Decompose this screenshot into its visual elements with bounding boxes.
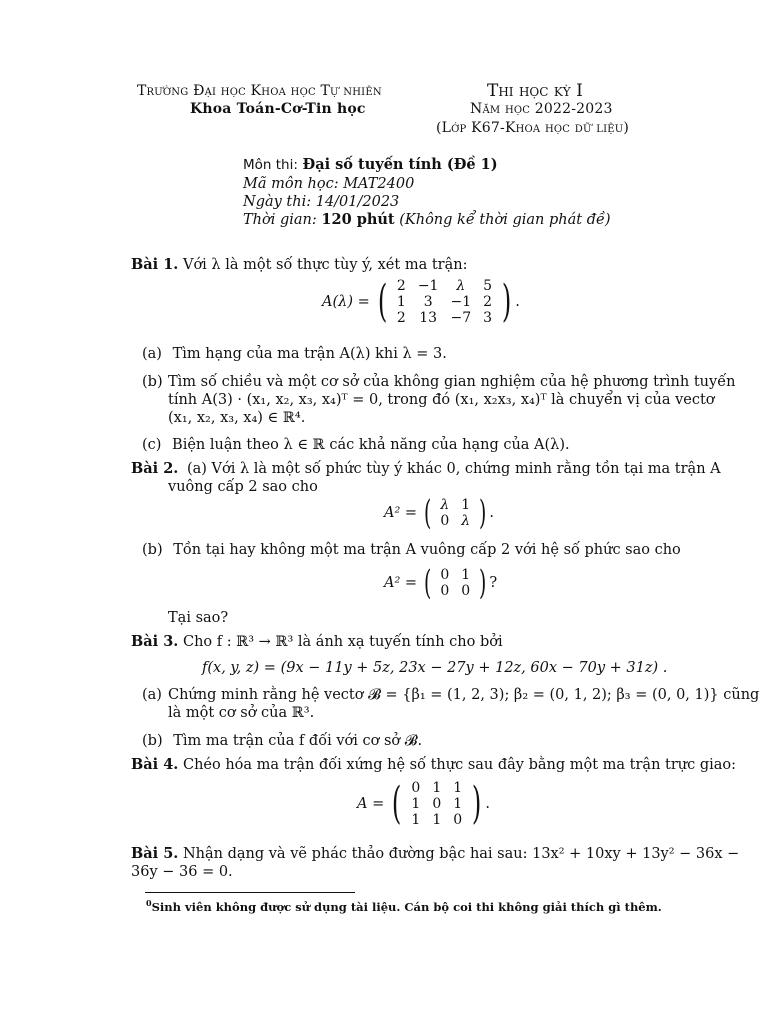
matrix-cell: 0 [411,780,421,796]
time-label: Thời gian: [243,212,317,228]
problem-2-label: Bài 2. [131,460,179,477]
matrix-cell: 2 [396,310,406,326]
matrix-table [434,567,476,599]
matrix-cell: 1 [396,294,406,310]
matrix-row [405,780,468,796]
item-text: Tìm hạng của ma trận A(λ) khi λ = 3. [172,346,447,362]
time-value: 120 phút [321,211,395,228]
matrix-cell: 1 [453,780,463,796]
problem-1-intro [131,256,467,274]
matrix-row [391,310,498,326]
item-label: (c) [142,437,162,453]
matrix-lhs: A = [357,796,385,812]
class-info: (Lớp K67-Khoa học dữ liệu) [436,120,630,136]
matrix-cell: −1 [417,278,439,294]
matrix-row [391,278,498,294]
subject-label: Môn thi: [243,157,298,173]
matrix-cell: 2 [483,294,493,310]
matrix-cell: 3 [423,294,433,310]
problem-1b-line2: tính A(3) · (x₁, x₂, x₃, x₄)ᵀ = 0, trong đó (x₁, x₂x₃, x₄)ᵀ là chuyển vị của vectơ [168,392,715,408]
problem-3-intro [131,633,503,651]
problem-2a-line2: vuông cấp 2 sao cho [168,479,318,495]
matrix-cell: 1 [461,497,471,513]
item-text: Biện luận theo λ ∈ ℝ các khả năng của hạng của A(λ). [172,437,570,453]
matrix-cell: 1 [411,796,421,812]
footnote-rule [145,892,355,893]
left-paren: ( [377,276,388,327]
item-label: (a) [142,346,162,362]
matrix-cell: 0 [432,796,442,812]
problem-3a-line2: là một cơ sở của ℝ³. [168,705,315,721]
period: . [485,796,490,812]
item-text: Tìm ma trận của f đối với cơ sở 𝓑. [173,733,423,749]
period: . [515,294,520,310]
matrix-lhs: A² = [384,575,418,591]
problem-1-label: Bài 1. [131,256,179,273]
matrix-cell: 1 [453,796,463,812]
matrix-lhs: A² = [384,505,418,521]
problem-2-why: Tại sao? [168,610,229,626]
right-paren: ) [501,276,512,327]
matrix-cell: 0 [453,812,463,828]
matrix-cell: λ [440,497,450,513]
problem-3-label: Bài 3. [131,633,179,650]
problem-1a [142,345,447,363]
matrix-a-table [391,278,498,326]
matrix-cell: 1 [461,567,471,583]
item-label: (b) [142,542,163,558]
exam-duration [243,211,611,229]
problem-2a-line1: (a) Với λ là một số phức tùy ý khác 0, chứng minh rằng tồn tại ma trận A [186,461,721,477]
problem-3a-label: (a) [142,687,162,703]
item-label: (b) [142,733,163,749]
matrix-a-lhs: A(λ) = [322,294,370,310]
problem-5-text: Nhận dạng và vẽ phác thảo đường bậc hai sau: 13x² + 10xy + 13y² − 36x − [182,846,740,862]
matrix-row [405,796,468,812]
matrix-row [434,497,476,513]
matrix-a-squared-2 [384,563,498,603]
problem-4-label: Bài 4. [131,756,179,773]
time-note: (Không kể thời gian phát đề) [399,212,611,228]
matrix-a-symmetric [357,780,490,828]
problem-4-text: Chéo hóa ma trận đối xứng hệ số thực sau đây bằng một ma trận trực giao: [182,757,737,773]
matrix-row [434,513,476,529]
matrix-cell: 13 [419,310,438,326]
matrix-row [434,583,476,599]
faculty-name: Khoa Toán-Cơ-Tin học [190,101,366,117]
problem-5-line2: 36y − 36 = 0. [131,864,233,880]
matrix-cell: λ [461,513,471,529]
right-paren: ) [479,563,487,603]
problem-3-text: Cho f : ℝ³ → ℝ³ là ánh xạ tuyến tính cho bởi [182,634,503,650]
matrix-cell: 0 [440,583,450,599]
matrix-table [405,780,468,828]
right-paren: ) [479,493,487,533]
matrix-row [434,567,476,583]
matrix-row [405,812,468,828]
period: . [489,505,495,521]
problem-1b-line1: Tìm số chiều và một cơ sở của không gian nghiệm của hệ phương trình tuyến [168,374,736,390]
subject-name: Đại số tuyến tính (Đề 1) [302,156,498,173]
subject-line [243,156,498,174]
problem-3-formula: f(x, y, z) = (9x − 11y + 5z, 23x − 27y + 12z, 60x − 70y + 31z) . [202,660,668,676]
problem-1b-line3: (x₁, x₂, x₃, x₄) ∈ ℝ⁴. [168,410,306,426]
matrix-cell: 1 [432,812,442,828]
item-text: Tồn tại hay không một ma trận A vuông cấp 2 với hệ số phức sao cho [173,542,681,558]
footnote-mark: 0 [146,898,152,908]
matrix-cell: 1 [432,780,442,796]
matrix-cell: −1 [450,294,472,310]
exam-title: Thi học kỳ I [487,81,583,101]
matrix-cell: 2 [396,278,406,294]
footnote [146,898,662,914]
matrix-a-squared-1 [384,493,495,533]
problem-5-line1 [131,845,739,863]
matrix-cell: 0 [440,567,450,583]
matrix-table [434,497,476,529]
matrix-cell: 1 [411,812,421,828]
academic-year: Năm học 2022-2023 [470,101,613,117]
problem-1c [142,436,570,454]
matrix-cell: 5 [483,278,493,294]
matrix-cell: 3 [483,310,493,326]
problem-1-text: Với λ là một số thực tùy ý, xét ma trận: [182,257,468,273]
footnote-text: Sinh viên không được sử dụng tài liệu. Cán bộ coi thi không giải thích gì thêm. [151,899,662,914]
matrix-cell: 0 [461,583,471,599]
course-code: Mã môn học: MAT2400 [243,176,415,192]
matrix-cell: −7 [450,310,472,326]
left-paren: ( [392,778,402,829]
problem-1b-label: (b) [142,374,163,390]
school-name: Trường Đại học Khoa học Tự nhiên [137,83,382,99]
problem-3a-line1: Chứng minh rằng hệ vectơ 𝓑 = {β₁ = (1, 2, 3); β₂ = (0, 1, 2); β₃ = (0, 0, 1)} cũng [168,687,760,703]
problem-2b [142,541,681,559]
problem-5-label: Bài 5. [131,845,179,862]
problem-3b [142,732,422,750]
matrix-cell: 0 [440,513,450,529]
question-mark: ? [489,575,498,591]
left-paren: ( [424,563,432,603]
exam-date: Ngày thi: 14/01/2023 [243,194,400,210]
problem-4-intro [131,756,736,774]
left-paren: ( [424,493,432,533]
problem-2-intro [131,460,721,478]
matrix-a-lambda [322,278,520,326]
matrix-cell: λ [456,278,466,294]
right-paren: ) [472,778,482,829]
matrix-row [391,294,498,310]
